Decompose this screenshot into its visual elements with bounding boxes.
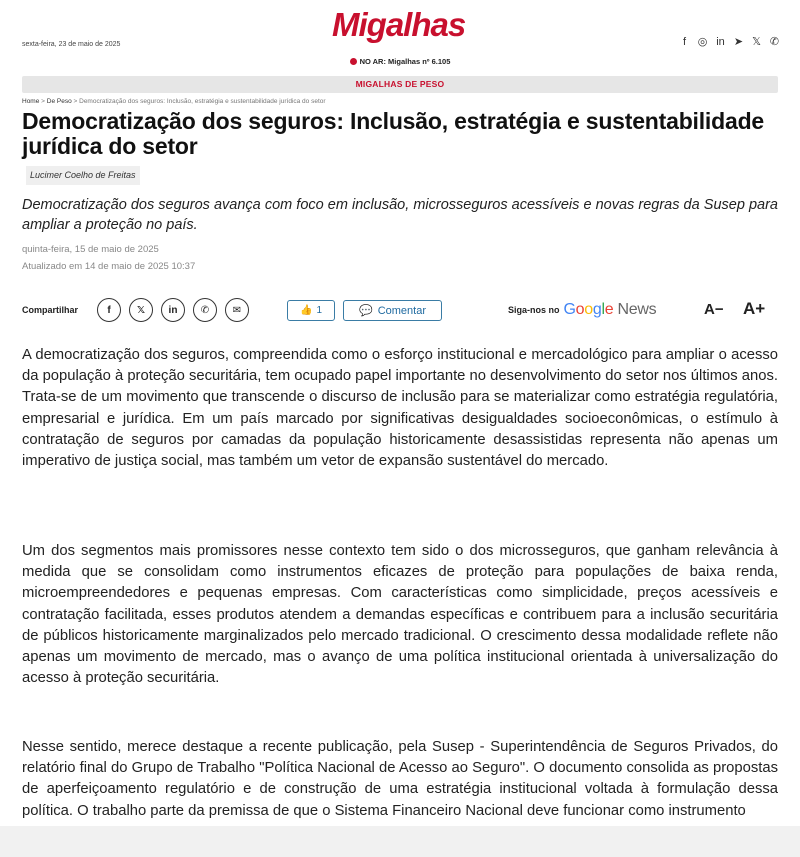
thumbs-up-icon: 👍 bbox=[299, 305, 313, 316]
share-label: Compartilhar bbox=[22, 305, 79, 315]
follow-label: Siga-nos no bbox=[508, 305, 560, 315]
live-dot-icon bbox=[350, 58, 357, 65]
font-decrease-button[interactable]: A− bbox=[704, 301, 724, 318]
comment-button[interactable] bbox=[343, 300, 442, 321]
share-bar bbox=[22, 297, 782, 324]
updated-date: Atualizado em 14 de maio de 2025 10:37 bbox=[22, 261, 196, 272]
breadcrumb-home[interactable]: Home bbox=[22, 98, 40, 105]
breadcrumb-current: Democratização dos seguros: Inclusão, estratégia e sustentabilidade jurídica do setor bbox=[79, 98, 326, 105]
instagram-icon[interactable]: ◎ bbox=[697, 36, 708, 48]
like-count: 1 bbox=[316, 305, 322, 316]
published-date: quinta-feira, 15 de maio de 2025 bbox=[22, 244, 159, 255]
article-lead: Democratização dos seguros avança com foco em inclusão, microsseguros acessíveis e novas regras da Susep para ampliar a proteção no país. bbox=[22, 197, 778, 233]
telegram-icon[interactable]: ➤ bbox=[733, 36, 744, 48]
breadcrumb bbox=[22, 98, 326, 105]
font-increase-button[interactable]: A+ bbox=[743, 299, 766, 318]
on-air-banner[interactable] bbox=[0, 57, 800, 66]
email-icon[interactable]: ✉ bbox=[225, 298, 249, 322]
comment-bubble-icon: 💬 bbox=[359, 305, 373, 317]
linkedin-icon[interactable]: in bbox=[161, 298, 185, 322]
on-air-text: NO AR: Migalhas nº 6.105 bbox=[359, 57, 451, 66]
breadcrumb-separator: > bbox=[39, 98, 47, 105]
article-paragraph: Nesse sentido, merece destaque a recente publicação, pela Susep - Superintendência de Seguros Privados, do relatório final do Grupo de Trabalho "Política Nacional de Acesso ao Seguro". O documento consolida as propostas de aperfeiçoamento regulatório e de construção de uma estratégia institucional voltada à formulação dessa política. O trabalho parte da premissa de que o Sistema Financeiro Nacional deve funcionar como instrumento bbox=[22, 739, 778, 819]
share-icons bbox=[97, 298, 249, 322]
x-icon[interactable]: 𝕏 bbox=[752, 36, 761, 48]
site-logo[interactable]: Migalhas bbox=[332, 6, 466, 43]
breadcrumb-category[interactable]: De Peso bbox=[46, 98, 72, 105]
author-name[interactable]: Lucimer Coelho de Freitas bbox=[26, 166, 140, 185]
whatsapp-icon[interactable]: ✆ bbox=[769, 36, 780, 48]
facebook-icon[interactable]: f bbox=[97, 298, 121, 322]
section-label[interactable]: MIGALHAS DE PESO bbox=[22, 76, 778, 93]
x-icon[interactable]: 𝕏 bbox=[129, 298, 153, 322]
whatsapp-icon[interactable]: ✆ bbox=[193, 298, 217, 322]
social-links bbox=[679, 36, 780, 48]
scroll-fade-overlay bbox=[0, 826, 800, 857]
article-paragraph: Um dos segmentos mais promissores nesse contexto tem sido o dos microsseguros, que ganham relevância à medida que se consolidam como instrumentos eficazes de proteção para populações de baixa renda, microempreendedores e pequenas empresas. Com características como simplicidade, preços acessíveis e contratação facilitada, esses produtos atendem a demandas específicas e contribuem para a inclusão securitária de públicos historicamente marginalizados pelo mercado tradicional. O crescimento dessa modalidade reflete não apenas um movimento de mercado, mas o avanço de uma política institucional orientada à universalização do acesso à proteção securitária. bbox=[22, 543, 778, 687]
facebook-icon[interactable]: f bbox=[682, 36, 687, 48]
linkedin-icon[interactable]: in bbox=[716, 36, 725, 48]
like-button[interactable] bbox=[287, 300, 335, 321]
header-date: sexta-feira, 23 de maio de 2025 bbox=[22, 41, 121, 48]
google-news-logo: Google News bbox=[563, 301, 657, 318]
breadcrumb-separator: > bbox=[71, 98, 80, 105]
comment-label: Comentar bbox=[377, 304, 426, 317]
article-paragraph: A democratização dos seguros, compreendida como o esforço institucional e mercadológico para ampliar o acesso da população à proteção securitária, tem ocupado papel importante no desenvolvimento do setor nos últimos anos. Trata-se de um movimento que transcende o discurso de inclusão para se materializar como estratégia regulatória, empresarial e jurídica. Em um país marcado por significativas desigualdades socioeconômicas, o estímulo à contratação de seguros por camadas da população historicamente desassistidas representa não apenas um imperativo de justiça social, mas também um vetor de expansão sustentável do mercado. bbox=[22, 347, 778, 470]
article-title: Democratização dos seguros: Inclusão, estratégia e sustentabilidade jurídica do setor bbox=[22, 108, 765, 159]
follow-google-news[interactable] bbox=[508, 301, 656, 319]
